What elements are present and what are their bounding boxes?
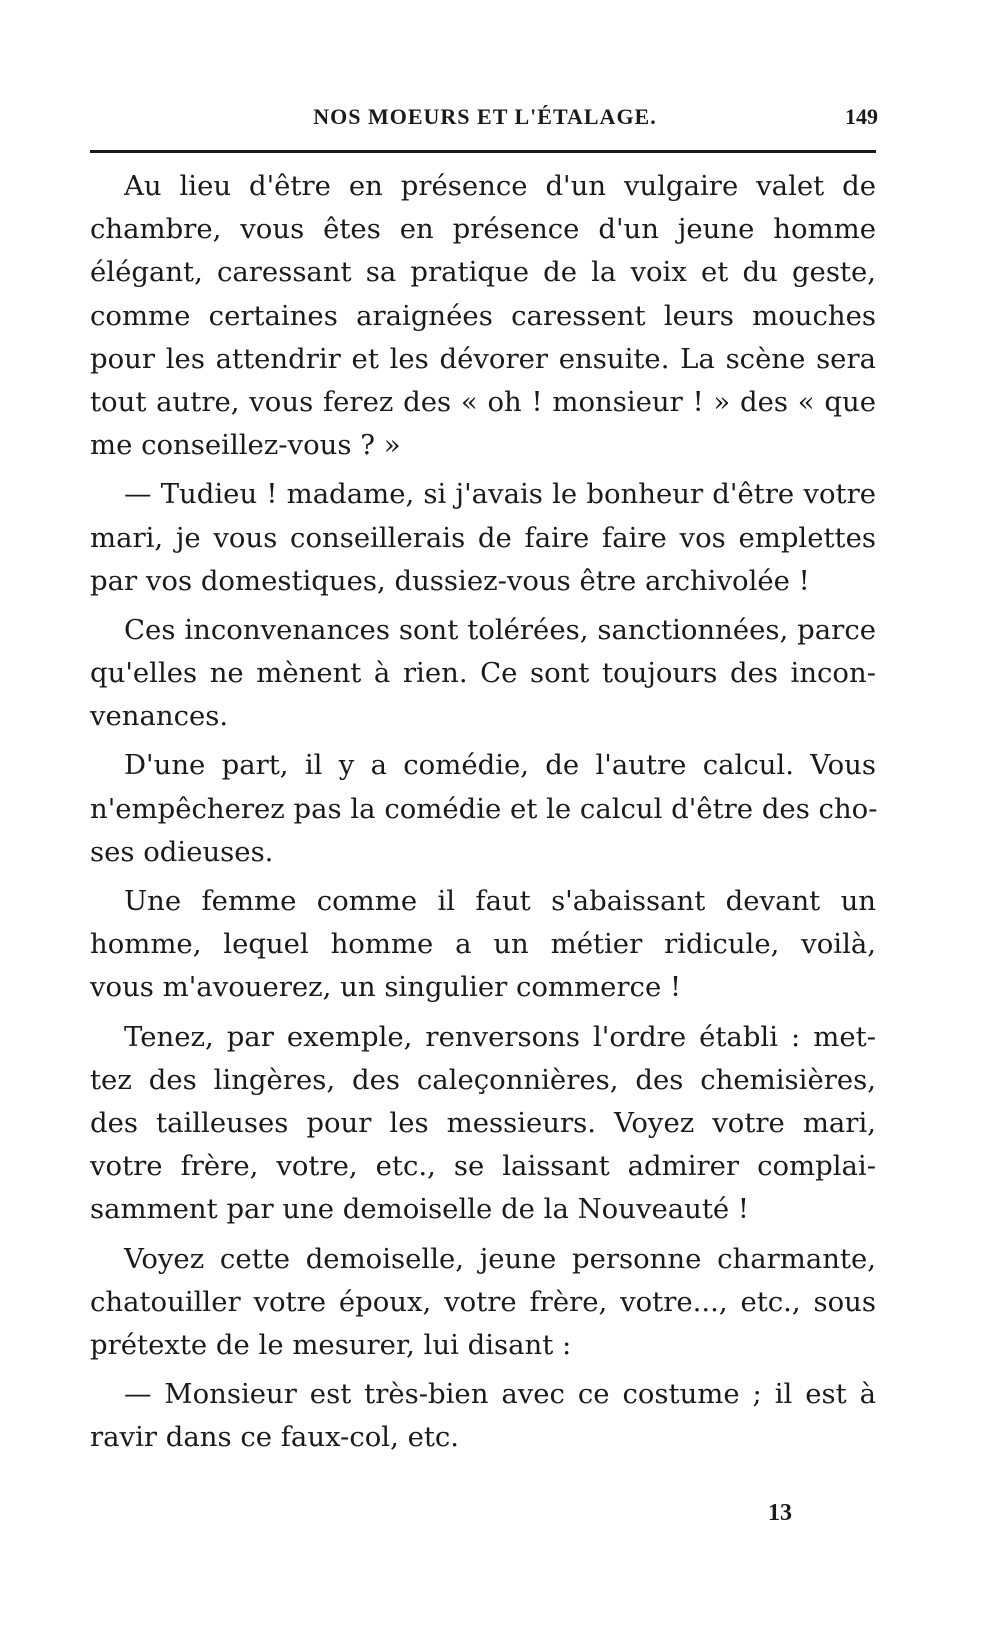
signature-mark: 13	[768, 1500, 792, 1526]
text-line: vous m'avouerez, un singulier commerce !	[90, 971, 682, 1004]
text-line: Tenez, par exemple, renversons l'ordre établi : met-	[124, 1020, 876, 1053]
text-line: homme, lequel homme a un métier ridicule, voilà,	[90, 928, 876, 961]
text-line: — Monsieur est très-bien avec ce costume ; il est à	[124, 1378, 876, 1411]
text-line: n'empêcherez pas la comédie et le calcul d'être des cho-	[90, 792, 878, 825]
running-header	[90, 104, 880, 140]
text-line: tez des lingères, des caleçonnières, des chemisières,	[90, 1063, 876, 1096]
paragraph	[90, 609, 876, 739]
text-line: D'une part, il y a comédie, de l'autre calcul. Vous	[124, 749, 876, 782]
text-line: venances.	[90, 700, 229, 733]
text-line: mari, je vous conseillerais de faire faire vos emplettes	[90, 521, 876, 554]
running-title: NOS MOEURS ET L'ÉTALAGE.	[313, 104, 657, 129]
paragraph	[90, 1238, 876, 1368]
text-line: samment par une demoiselle de la Nouveauté !	[90, 1193, 749, 1226]
text-line: qu'elles ne mènent à rien. Ce sont toujours des incon-	[90, 657, 876, 690]
text-line: votre frère, votre, etc., se laissant admirer complai-	[90, 1150, 876, 1183]
text-line: élégant, caressant sa pratique de la voix et du geste,	[90, 256, 876, 289]
paragraph	[90, 1016, 876, 1232]
paragraph	[90, 744, 876, 874]
text-line: chatouiller votre époux, votre frère, votre..., etc., sous	[90, 1285, 876, 1318]
text-line: pour les attendrir et les dévorer ensuite. La scène sera	[90, 342, 876, 375]
text-line: par vos domestiques, dussiez-vous être archivolée !	[90, 564, 810, 597]
text-line: Au lieu d'être en présence d'un vulgaire valet de	[124, 170, 876, 202]
text-line: prétexte de le mesurer, lui disant :	[90, 1328, 572, 1361]
text-line: chambre, vous êtes en présence d'un jeune homme	[90, 213, 876, 246]
text-line: des tailleuses pour les messieurs. Voyez votre mari,	[90, 1106, 876, 1139]
header-rule	[90, 150, 876, 153]
paragraph	[90, 165, 876, 467]
paragraph	[90, 1373, 876, 1459]
text-line: Ces inconvenances sont tolérées, sanctionnées, parce	[124, 613, 876, 646]
page-number: 149	[845, 104, 878, 129]
text-line: tout autre, vous ferez des « oh ! monsieur ! » des « que	[90, 385, 876, 418]
text-line: Voyez cette demoiselle, jeune personne charmante,	[124, 1242, 876, 1275]
text-line: ses odieuses.	[90, 835, 274, 868]
text-line: Une femme comme il faut s'abaissant devant un	[124, 885, 876, 917]
paragraph	[90, 880, 876, 1010]
body-text	[90, 165, 876, 1459]
text-line: me conseillez-vous ? »	[90, 429, 401, 462]
text-line: ravir dans ce faux-col, etc.	[90, 1421, 460, 1454]
paragraph	[90, 473, 876, 603]
text-line: comme certaines araignées caressent leurs mouches	[90, 299, 876, 332]
text-line: — Tudieu ! madame, si j'avais le bonheur d'être votre	[124, 478, 876, 511]
